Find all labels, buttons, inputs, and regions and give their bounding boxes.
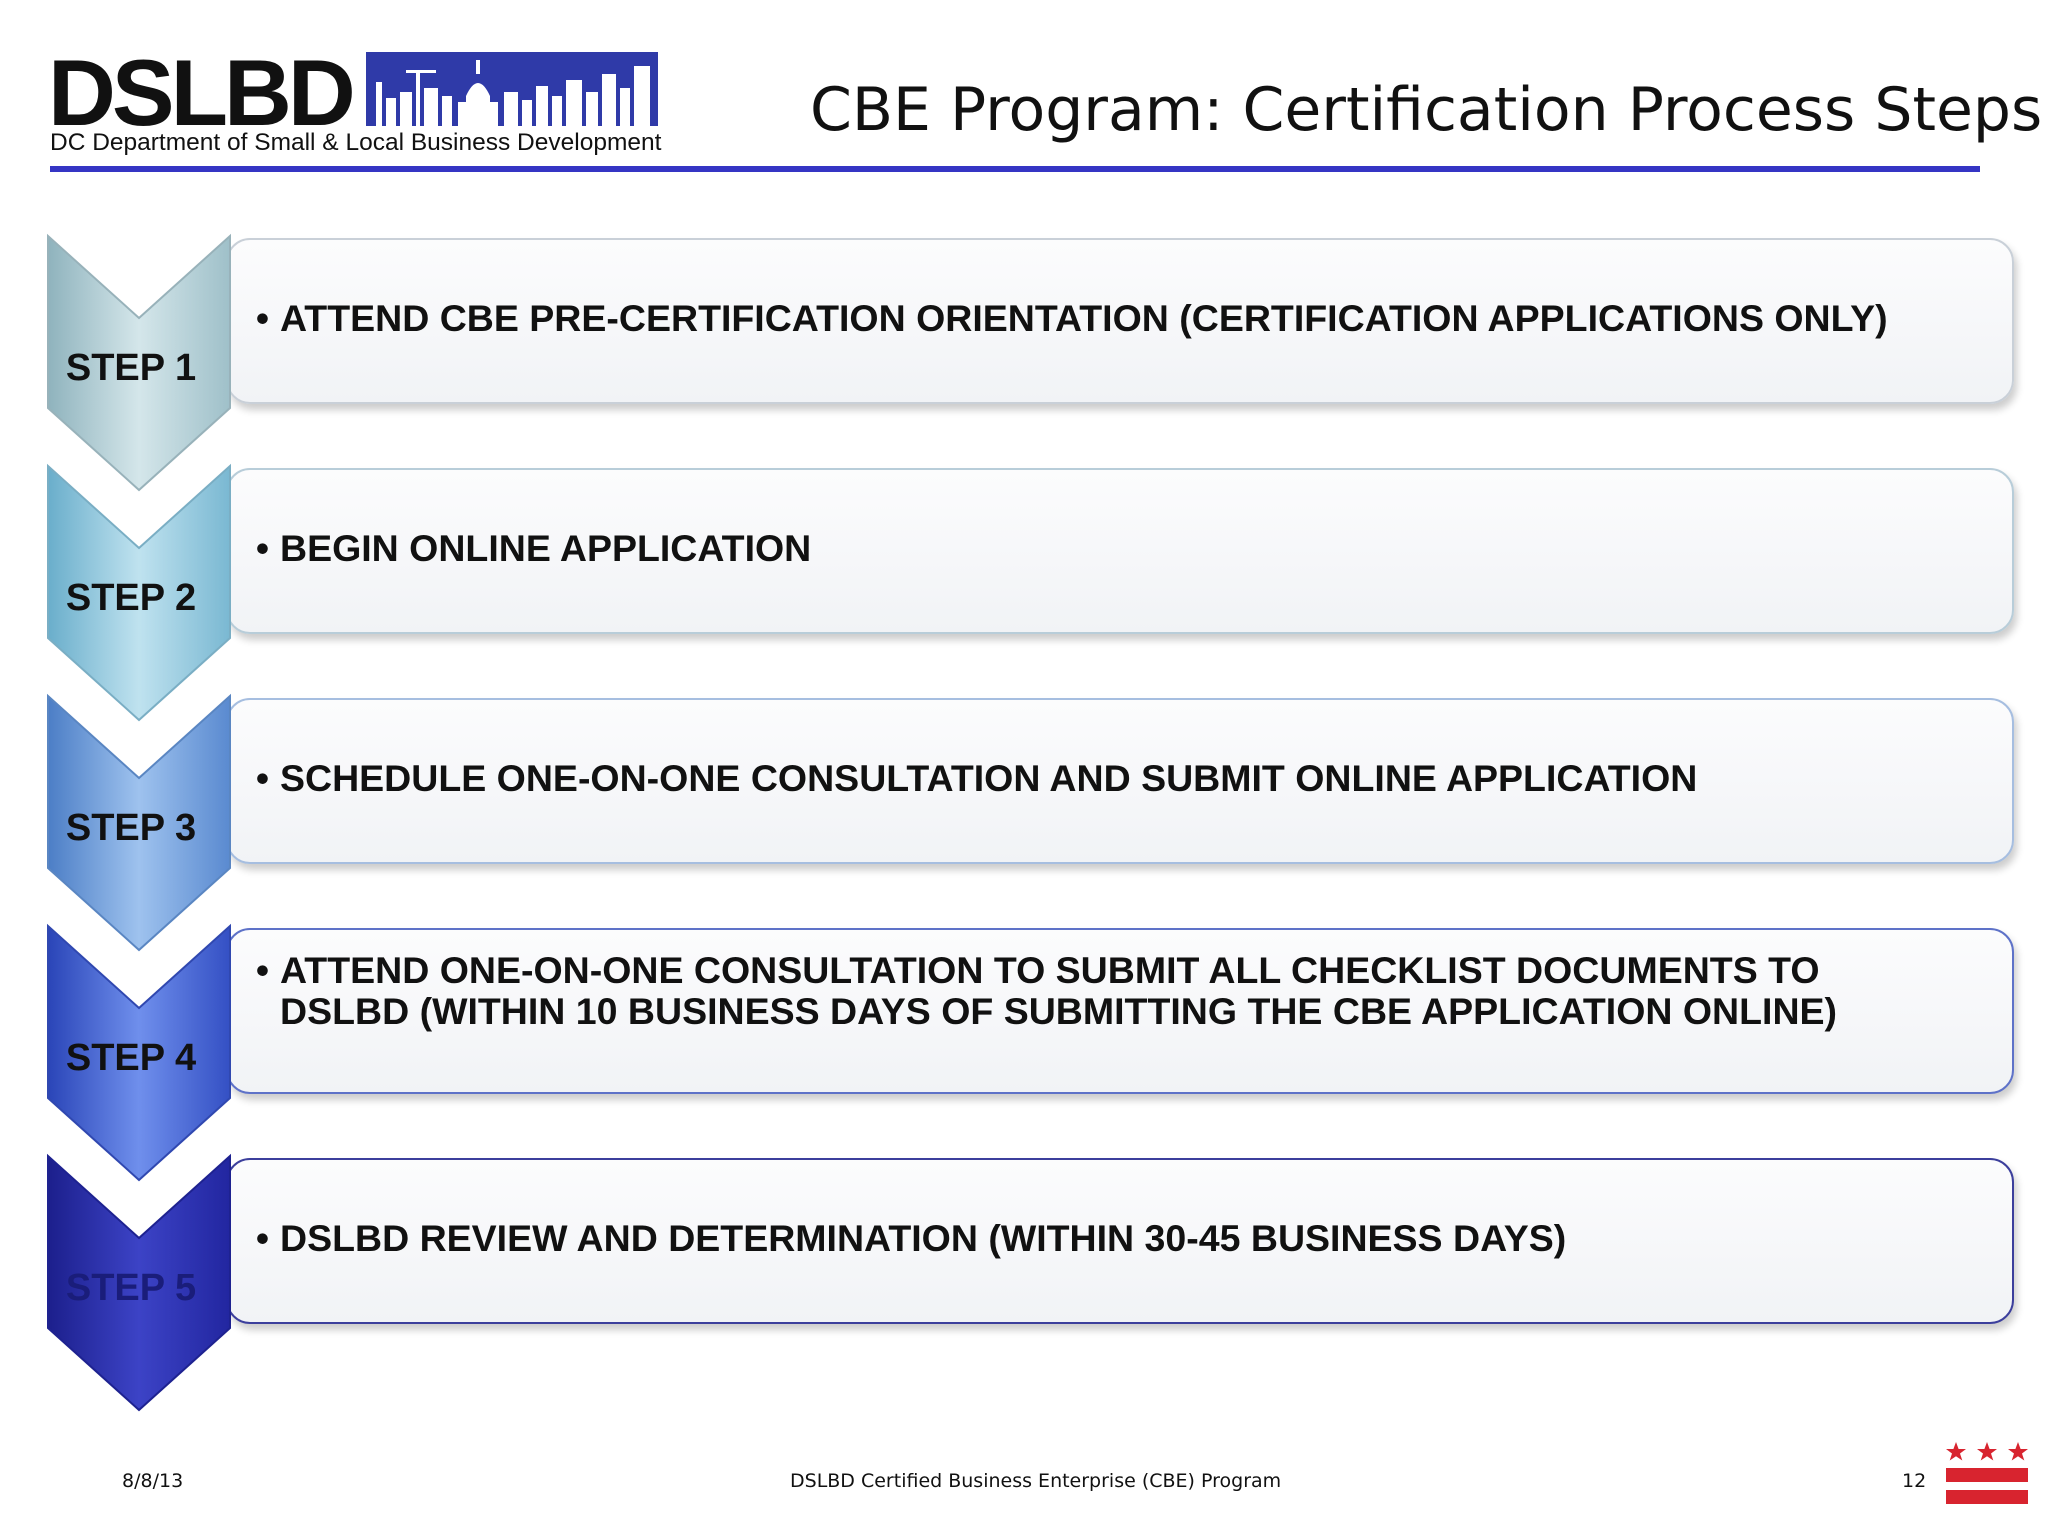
logo-subtitle: DC Department of Small & Local Business Development	[50, 129, 662, 156]
step-row-3	[0, 698, 2048, 928]
step-5-text: DSLBD REVIEW AND DETERMINATION (WITHIN 30-45 BUSINESS DAYS)	[280, 1217, 1567, 1259]
step-4-text-line-2: DSLBD (WITHIN 10 BUSINESS DAYS OF SUBMITTING THE CBE APPLICATION ONLINE)	[280, 990, 1838, 1032]
step-box-4	[226, 928, 2014, 1094]
step-4-text-line-1: ATTEND ONE-ON-ONE CONSULTATION TO SUBMIT ALL CHECKLIST DOCUMENTS TO	[280, 949, 1820, 991]
step-4-text	[280, 950, 2020, 1032]
step-row-2	[0, 468, 2048, 698]
step-box-3	[226, 698, 2014, 864]
bullet-icon: •	[256, 950, 269, 991]
dslbd-logo	[48, 40, 662, 166]
step-box-1	[226, 238, 2014, 404]
dc-flag-icon	[1946, 1440, 2028, 1512]
step-5-label: STEP 5	[65, 1267, 197, 1309]
bullet-icon: •	[256, 1218, 269, 1259]
page-number: 12	[1902, 1470, 1927, 1492]
bullet-icon: •	[256, 528, 269, 569]
step-3-text: SCHEDULE ONE-ON-ONE CONSULTATION AND SUBMIT ONLINE APPLICATION	[280, 757, 1698, 799]
step-row-4	[0, 928, 2048, 1158]
step-2-text: BEGIN ONLINE APPLICATION	[280, 527, 812, 569]
footer-program-name: DSLBD Certified Business Enterprise (CBE) Program	[790, 1470, 1282, 1492]
step-row-5	[0, 1158, 2048, 1388]
slide-title: CBE Program: Certification Process Steps	[810, 75, 2043, 145]
bullet-icon: •	[256, 758, 269, 799]
step-box-5	[226, 1158, 2014, 1324]
step-box-2	[226, 468, 2014, 634]
skyline-icon	[366, 52, 658, 126]
bullet-icon: •	[256, 298, 269, 339]
step-3-label: STEP 3	[65, 807, 197, 849]
step-row-1	[0, 238, 2048, 468]
footer-date: 8/8/13	[122, 1470, 184, 1492]
title-divider	[50, 166, 1980, 172]
step-4-label: STEP 4	[65, 1037, 197, 1079]
step-1-label: STEP 1	[65, 347, 197, 389]
logo-wordmark: DSLBD	[48, 40, 352, 145]
step-1-text: ATTEND CBE PRE-CERTIFICATION ORIENTATION (CERTIFICATION APPLICATIONS ONLY)	[280, 297, 1888, 339]
step-2-label: STEP 2	[65, 577, 197, 619]
